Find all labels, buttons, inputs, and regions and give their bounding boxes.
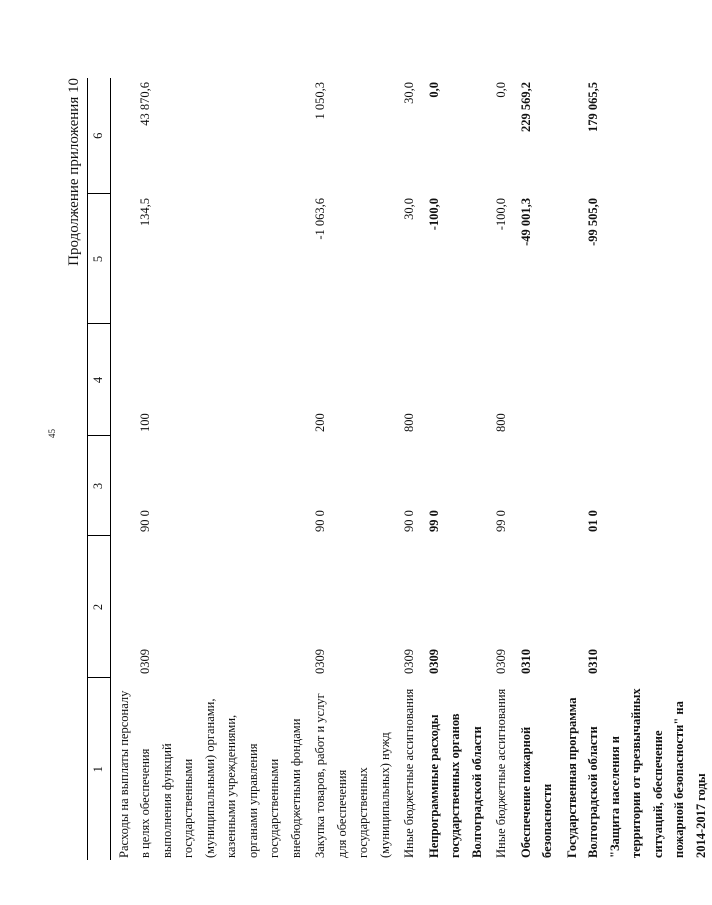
table-row	[513, 78, 559, 860]
target-code: 99 0	[426, 510, 441, 532]
target-code: 90 0	[137, 510, 152, 532]
change-amount: -1 063,6	[313, 198, 327, 240]
section-code: 0309	[313, 649, 327, 674]
expense-type-code	[421, 324, 489, 436]
column-header: 4	[88, 324, 111, 436]
target-code: 99 0	[494, 510, 508, 532]
table-row	[559, 78, 712, 860]
expense-type-code: 100	[137, 413, 152, 432]
total-amount: 0,0	[494, 82, 508, 98]
budget-table	[87, 78, 712, 860]
row-name: Закупка товаров, работ и услуг для обеспечения государственных (муниципальных) нужд	[313, 693, 392, 858]
expense-type-code: 800	[402, 413, 416, 432]
section-code: 0310	[518, 649, 533, 674]
row-name: Непрограммные расходы государственных органов Волгоградской области	[426, 713, 484, 858]
total-amount: 0,0	[426, 82, 441, 98]
table-row	[488, 78, 513, 860]
row-name: Иные бюджетные ассигнования	[494, 688, 508, 858]
target-code: 01 0	[585, 510, 600, 532]
change-amount: 30,0	[402, 198, 416, 220]
change-amount: 134,5	[137, 198, 152, 227]
rotated-page-content	[64, 70, 708, 860]
target-code: 90 0	[313, 510, 327, 532]
column-header: 3	[88, 436, 111, 536]
table-row	[421, 78, 489, 860]
row-name: Государственная программа Волгоградской области "Защита населения и территории от чрезвычайных ситуаций, обеспечение пожарной безопасности" на 2014-2017 годы	[564, 688, 708, 858]
total-amount: 30,0	[402, 82, 416, 104]
header-row	[88, 78, 111, 860]
table-row	[110, 78, 307, 860]
section-code: 0309	[402, 649, 416, 674]
section-code: 0309	[494, 649, 508, 674]
section-code: 0310	[585, 649, 600, 674]
row-name: Расходы на выплаты персоналу в целях обеспечения выполнения функций государственными (муниципальными) органами, казенными учреждениями, органами управления государственными внебюджетными фондами	[116, 690, 303, 858]
column-header: 1	[88, 678, 111, 860]
row-name: Иные бюджетные ассигнования	[402, 688, 416, 858]
page-number: 45	[47, 429, 57, 438]
expense-type-code	[559, 324, 712, 436]
total-amount: 179 065,5	[585, 82, 600, 132]
total-amount: 1 050,3	[313, 82, 327, 120]
expense-type-code: 800	[494, 413, 508, 432]
continuation-title: Продолжение приложения 10	[66, 78, 82, 266]
row-name: Обеспечение пожарной безопасности	[518, 726, 554, 858]
column-header: 6	[88, 78, 111, 194]
expense-type-code: 200	[313, 413, 327, 432]
table-row	[396, 78, 421, 860]
expense-type-code	[513, 324, 559, 436]
total-amount: 229 569,2	[518, 82, 533, 132]
change-amount: -100,0	[494, 198, 508, 231]
total-amount: 43 870,6	[137, 82, 152, 126]
table-row	[307, 78, 396, 860]
change-amount: -100,0	[426, 198, 441, 231]
change-amount: -49 001,3	[518, 198, 533, 246]
column-header: 2	[88, 536, 111, 678]
section-code: 0309	[426, 649, 441, 674]
target-code: 90 0	[402, 510, 416, 532]
change-amount: -99 505,0	[585, 198, 600, 246]
column-header: 5	[88, 194, 111, 324]
target-code	[513, 436, 559, 536]
section-code: 0309	[137, 649, 152, 674]
